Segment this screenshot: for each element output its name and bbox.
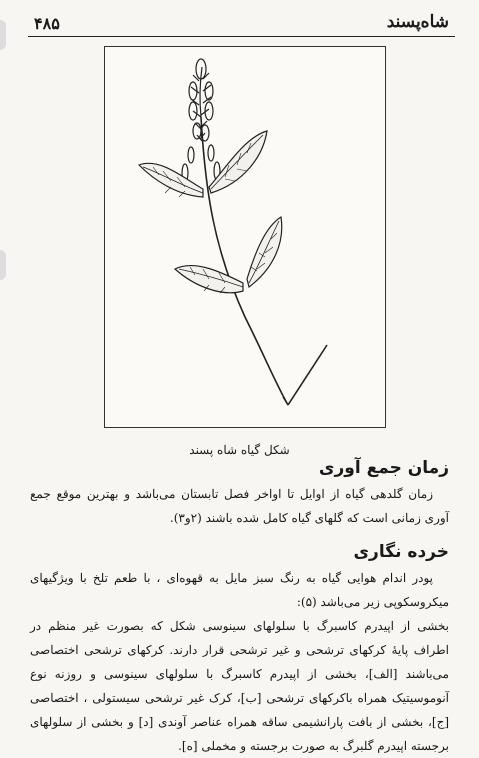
microscopy-section	[30, 542, 449, 758]
page-edge-shadow	[0, 250, 6, 280]
microscopy-paragraph-1: پودر اندام هوایی گیاه به رنگ سبز مایل به قهوه‌ای ، با طعم تلخ با ویژگیهای میکروسکوپی زیر می‌باشد (۵):	[30, 571, 449, 609]
figure-caption: شکل گیاه شاه پسند	[189, 443, 290, 457]
page-number: ۴۸۵	[34, 14, 60, 33]
plant-drawing	[105, 47, 385, 427]
harvest-heading: زمان جمع آوری	[318, 458, 449, 478]
running-title: شاه‌پسند	[386, 12, 449, 32]
microscopy-heading: خرده نگاری	[353, 542, 449, 562]
header-rule	[28, 36, 455, 37]
harvest-section	[30, 458, 449, 530]
harvest-text: زمان گلدهی گیاه از اوایل تا اواخر فصل تابستان می‌باشد و بهترین موقع جمع آوری زمانی است که گلهای گیاه کامل شده باشند (۲و۳).	[30, 487, 449, 525]
plant-illustration	[104, 46, 386, 428]
page-edge-shadow	[0, 20, 6, 50]
microscopy-paragraph-2: بخشی از اپیدرم کاسبرگ با سلولهای سینوسی شکل که بصورت غیر منظم در اطراف پایهٔ کرکهای ترشحی و غیر ترشحی قرار دارند. کرکهای ترشحی اختصاصی می‌باشند [الف]، بخشی از اپیدرم کاسبرگ با سلولهای سینوسی و روزنه نوع آنوموسیتیک همراه باکرکهای ترشحی [ب]، کرک غیر ترشحی سیستولی ، اختصاصی [ج]، بخشی از بافت پارانشیمی ساقه همراه عناصر آوندی [د] و بخشی از سلولهای برجسته اپیدرم گلبرگ به صورت برجسته و مخملی [ه].	[30, 619, 449, 753]
